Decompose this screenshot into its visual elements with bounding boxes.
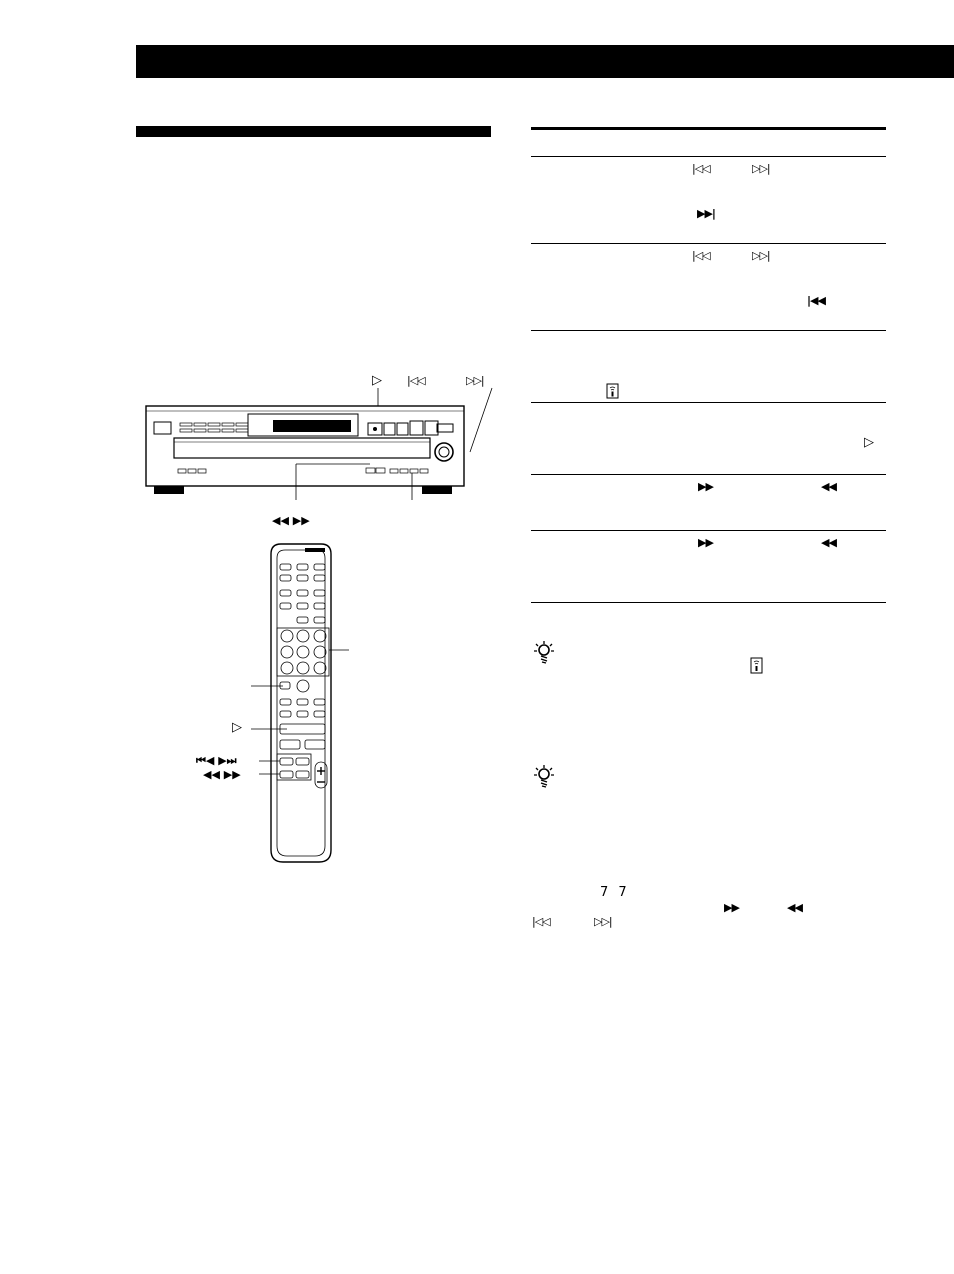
search-buttons-label: ◀◀ ▶▶ [272,514,310,527]
play-icon: ▷ [232,720,241,735]
remote-control-illustration [225,540,365,870]
prev-track-icon: |◁◁ [407,374,425,387]
prev-track-icon: |◁◁ [692,249,710,262]
remote-sensor-icon [606,383,620,400]
table-row-rule [531,243,886,244]
table-row-rule [531,474,886,475]
tip-icon [533,764,555,788]
fast-forward-icon: ▶▶ [724,901,739,914]
prev-track-icon: |◀◀ [807,294,825,307]
fast-forward-icon: ▶▶ [698,480,713,493]
rewind-icon: ◀◀ [787,901,802,914]
remote-sensor-icon [750,657,764,675]
search-buttons-label: ◀◀ ▶▶ [203,768,241,781]
play-icon: ▷ [372,373,382,388]
play-icon: ▷ [864,435,873,450]
next-track-icon: ▷▷| [752,162,770,175]
display-glyph: 7 7 [600,885,630,900]
prev-track-icon: |◁◁ [692,162,710,175]
table-header-rule [531,156,886,157]
tip-icon [533,640,555,664]
prev-track-icon: |◁◁ [532,915,550,928]
table-top-rule [531,127,886,130]
rewind-icon: ◀◀ [821,536,836,549]
next-track-icon: ▷▷| [466,374,484,387]
section-title-rule [136,126,491,137]
next-track-icon: ▷▷| [752,249,770,262]
table-row-rule [531,530,886,531]
fast-forward-icon: ▶▶ [698,536,713,549]
table-row-rule [531,402,886,403]
next-track-icon: ▷▷| [594,915,612,928]
table-bottom-rule [531,602,886,603]
header-band [136,45,954,78]
rewind-icon: ◀◀ [821,480,836,493]
skip-buttons-label: ⏮◀ ▶⏭ [196,754,237,767]
next-track-icon: ▶▶| [697,207,715,220]
cd-player-illustration [140,370,500,500]
table-row-rule [531,330,886,331]
